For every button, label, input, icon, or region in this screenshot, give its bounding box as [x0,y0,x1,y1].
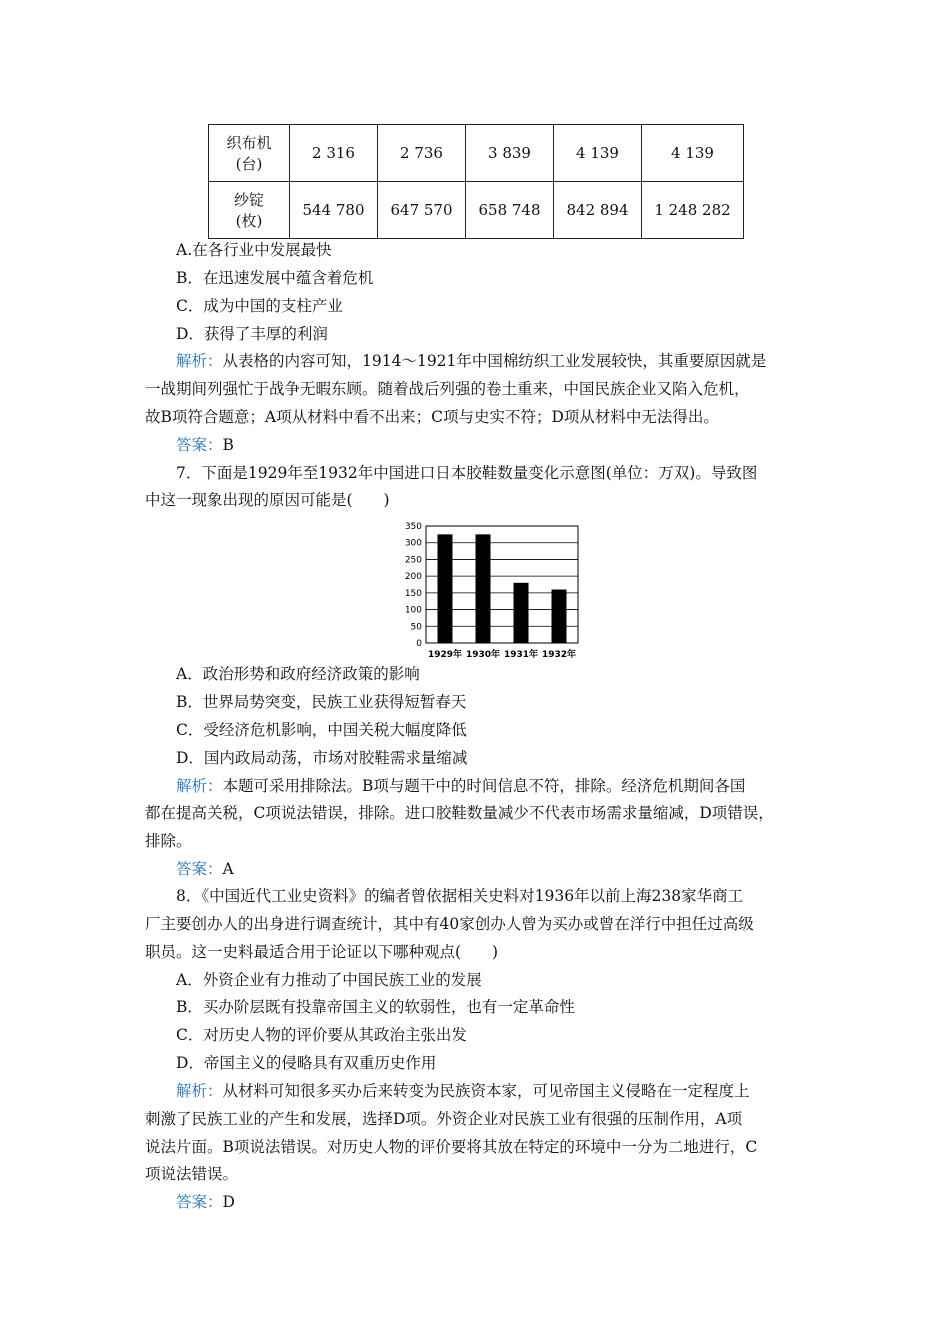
q8-analysis-line [176,1081,750,1101]
chart-y-tick-label: 100 [404,605,422,616]
chart-x-ticks [428,648,576,660]
chart-x-tick-label: 1932年 [541,650,577,660]
table-cell: 1 248 282 [642,182,744,239]
q7-stem: 7．下面是1929年至1932年中国进口日本胶鞋数量变化示意图(单位：万双)。导致图 [176,464,758,482]
q8-analysis-line: 说法片面。B项说法错误。对历史人物的评价要将其放在特定的环境中一分为二地进行，C [145,1138,758,1156]
q8-option-c: C．对历史人物的评价要从其政治主张出发 [176,1026,467,1044]
chart-y-tick-label: 300 [404,538,422,549]
analysis-label: 解析： [176,777,223,795]
chart-bar [514,583,529,643]
row-label-line2: (枚) [235,212,263,230]
q7-option-b: B．世界局势突变，民族工业获得短暂春天 [176,693,467,711]
table-cell: 658 748 [466,182,554,239]
answer-label: 答案： [176,436,223,454]
q6-analysis-line: 一战期间列强忙于战争无暇东顾。随着战后列强的卷土重来，中国民族企业又陷入危机， [145,380,750,398]
q7-analysis-line: 排除。 [145,832,192,850]
q7-option-c: C．受经济危机影响，中国关税大幅度降低 [176,721,467,739]
q8-option-d: D．帝国主义的侵略具有双重历史作用 [176,1054,437,1072]
q6-answer [176,435,234,455]
row-label-line1: 纱锭 [233,191,264,209]
q8-option-a: A．外资企业有力推动了中国民族工业的发展 [176,971,482,989]
chart-bar [438,534,453,643]
analysis-label: 解析： [176,352,223,370]
q7-answer [176,859,234,879]
chart-y-tick-label: 150 [404,588,422,599]
q8-answer [176,1192,235,1212]
q8-stem: 职员。这一史料最适合用于论证以下哪种观点( ) [145,943,499,961]
table-cell: 842 894 [554,182,642,239]
table-cell: 544 780 [290,182,378,239]
table-cell: 2 316 [290,125,378,182]
row-label [209,182,290,239]
answer-label: 答案： [176,860,223,878]
analysis-label: 解析： [176,1082,223,1100]
q6-analysis-line: 故B项符合题意；A项从材料中看不出来；C项与史实不符；D项从材料中无法得出。 [145,408,719,426]
chart-y-tick-label: 250 [404,555,422,566]
q7-stem: 中这一现象出现的原因可能是( ) [145,491,390,509]
chart-bars [438,534,567,643]
row-label-line2: (台) [235,155,263,173]
table-row [209,182,744,239]
q6-option-c: C．成为中国的支柱产业 [176,297,343,315]
chart-y-tick-label: 350 [404,522,422,532]
q6-option-a: A.在各行业中发展最快 [176,241,332,259]
chart-x-tick-label: 1929年 [427,650,463,660]
analysis-text: 从材料可知很多买办后来转变为民族资本家，可见帝国主义侵略在一定程度上 [222,1082,750,1100]
table-cell: 2 736 [378,125,466,182]
row-label [209,125,290,182]
chart-x-tick-label: 1931年 [503,650,539,660]
chart-bar [476,534,491,643]
q8-analysis-line: 项说法错误。 [145,1165,239,1183]
chart-y-ticks [405,522,422,649]
answer-value: A [222,860,234,878]
chart-bar [552,590,567,643]
q6-option-d: D．获得了丰厚的利润 [176,325,328,343]
table-cell: 3 839 [466,125,554,182]
q8-stem: 8．《中国近代工业史资料》的编者曾依据相关史料对1936年以前上海238家华商工 [176,887,744,905]
bar-chart [396,518,586,664]
table-row [209,125,744,182]
q7-analysis-line: 都在提高关税，C项说法错误，排除。进口胶鞋数量减少不代表市场需求量缩减，D项错误， [145,804,774,822]
q7-option-a: A．政治形势和政府经济政策的影响 [176,665,420,683]
table-cell: 4 139 [554,125,642,182]
answer-value: D [222,1193,235,1211]
row-label-line1: 织布机 [226,134,272,152]
analysis-text: 本题可采用排除法。B项与题干中的时间信息不符，排除。经济危机期间各国 [222,777,746,795]
chart-y-tick-label: 50 [410,622,422,633]
data-table [208,124,744,239]
chart-y-tick-label: 200 [404,572,422,583]
q6-analysis-line [176,351,766,371]
chart-x-tick-label: 1930年 [465,650,501,660]
q7-analysis-line [176,776,745,796]
q8-analysis-line: 刺激了民族工业的产生和发展，选择D项。外资企业对民族工业有很强的压制作用，A项 [145,1110,743,1128]
analysis-text: 从表格的内容可知，1914～1921年中国棉纺织工业发展较快，其重要原因就是 [222,352,767,370]
q6-option-b: B．在迅速发展中蕴含着危机 [176,269,374,287]
q8-option-b: B．买办阶层既有投靠帝国主义的软弱性，也有一定革命性 [176,998,575,1016]
table-cell: 647 570 [378,182,466,239]
chart-y-tick-label: 0 [416,639,422,649]
answer-label: 答案： [176,1193,223,1211]
q8-stem: 厂主要创办人的出身进行调查统计，其中有40家创办人曾为买办或曾在洋行中担任过高级 [145,915,754,933]
q7-option-d: D．国内政局动荡，市场对胶鞋需求量缩减 [176,749,468,767]
answer-value: B [222,436,234,454]
table-cell: 4 139 [642,125,744,182]
